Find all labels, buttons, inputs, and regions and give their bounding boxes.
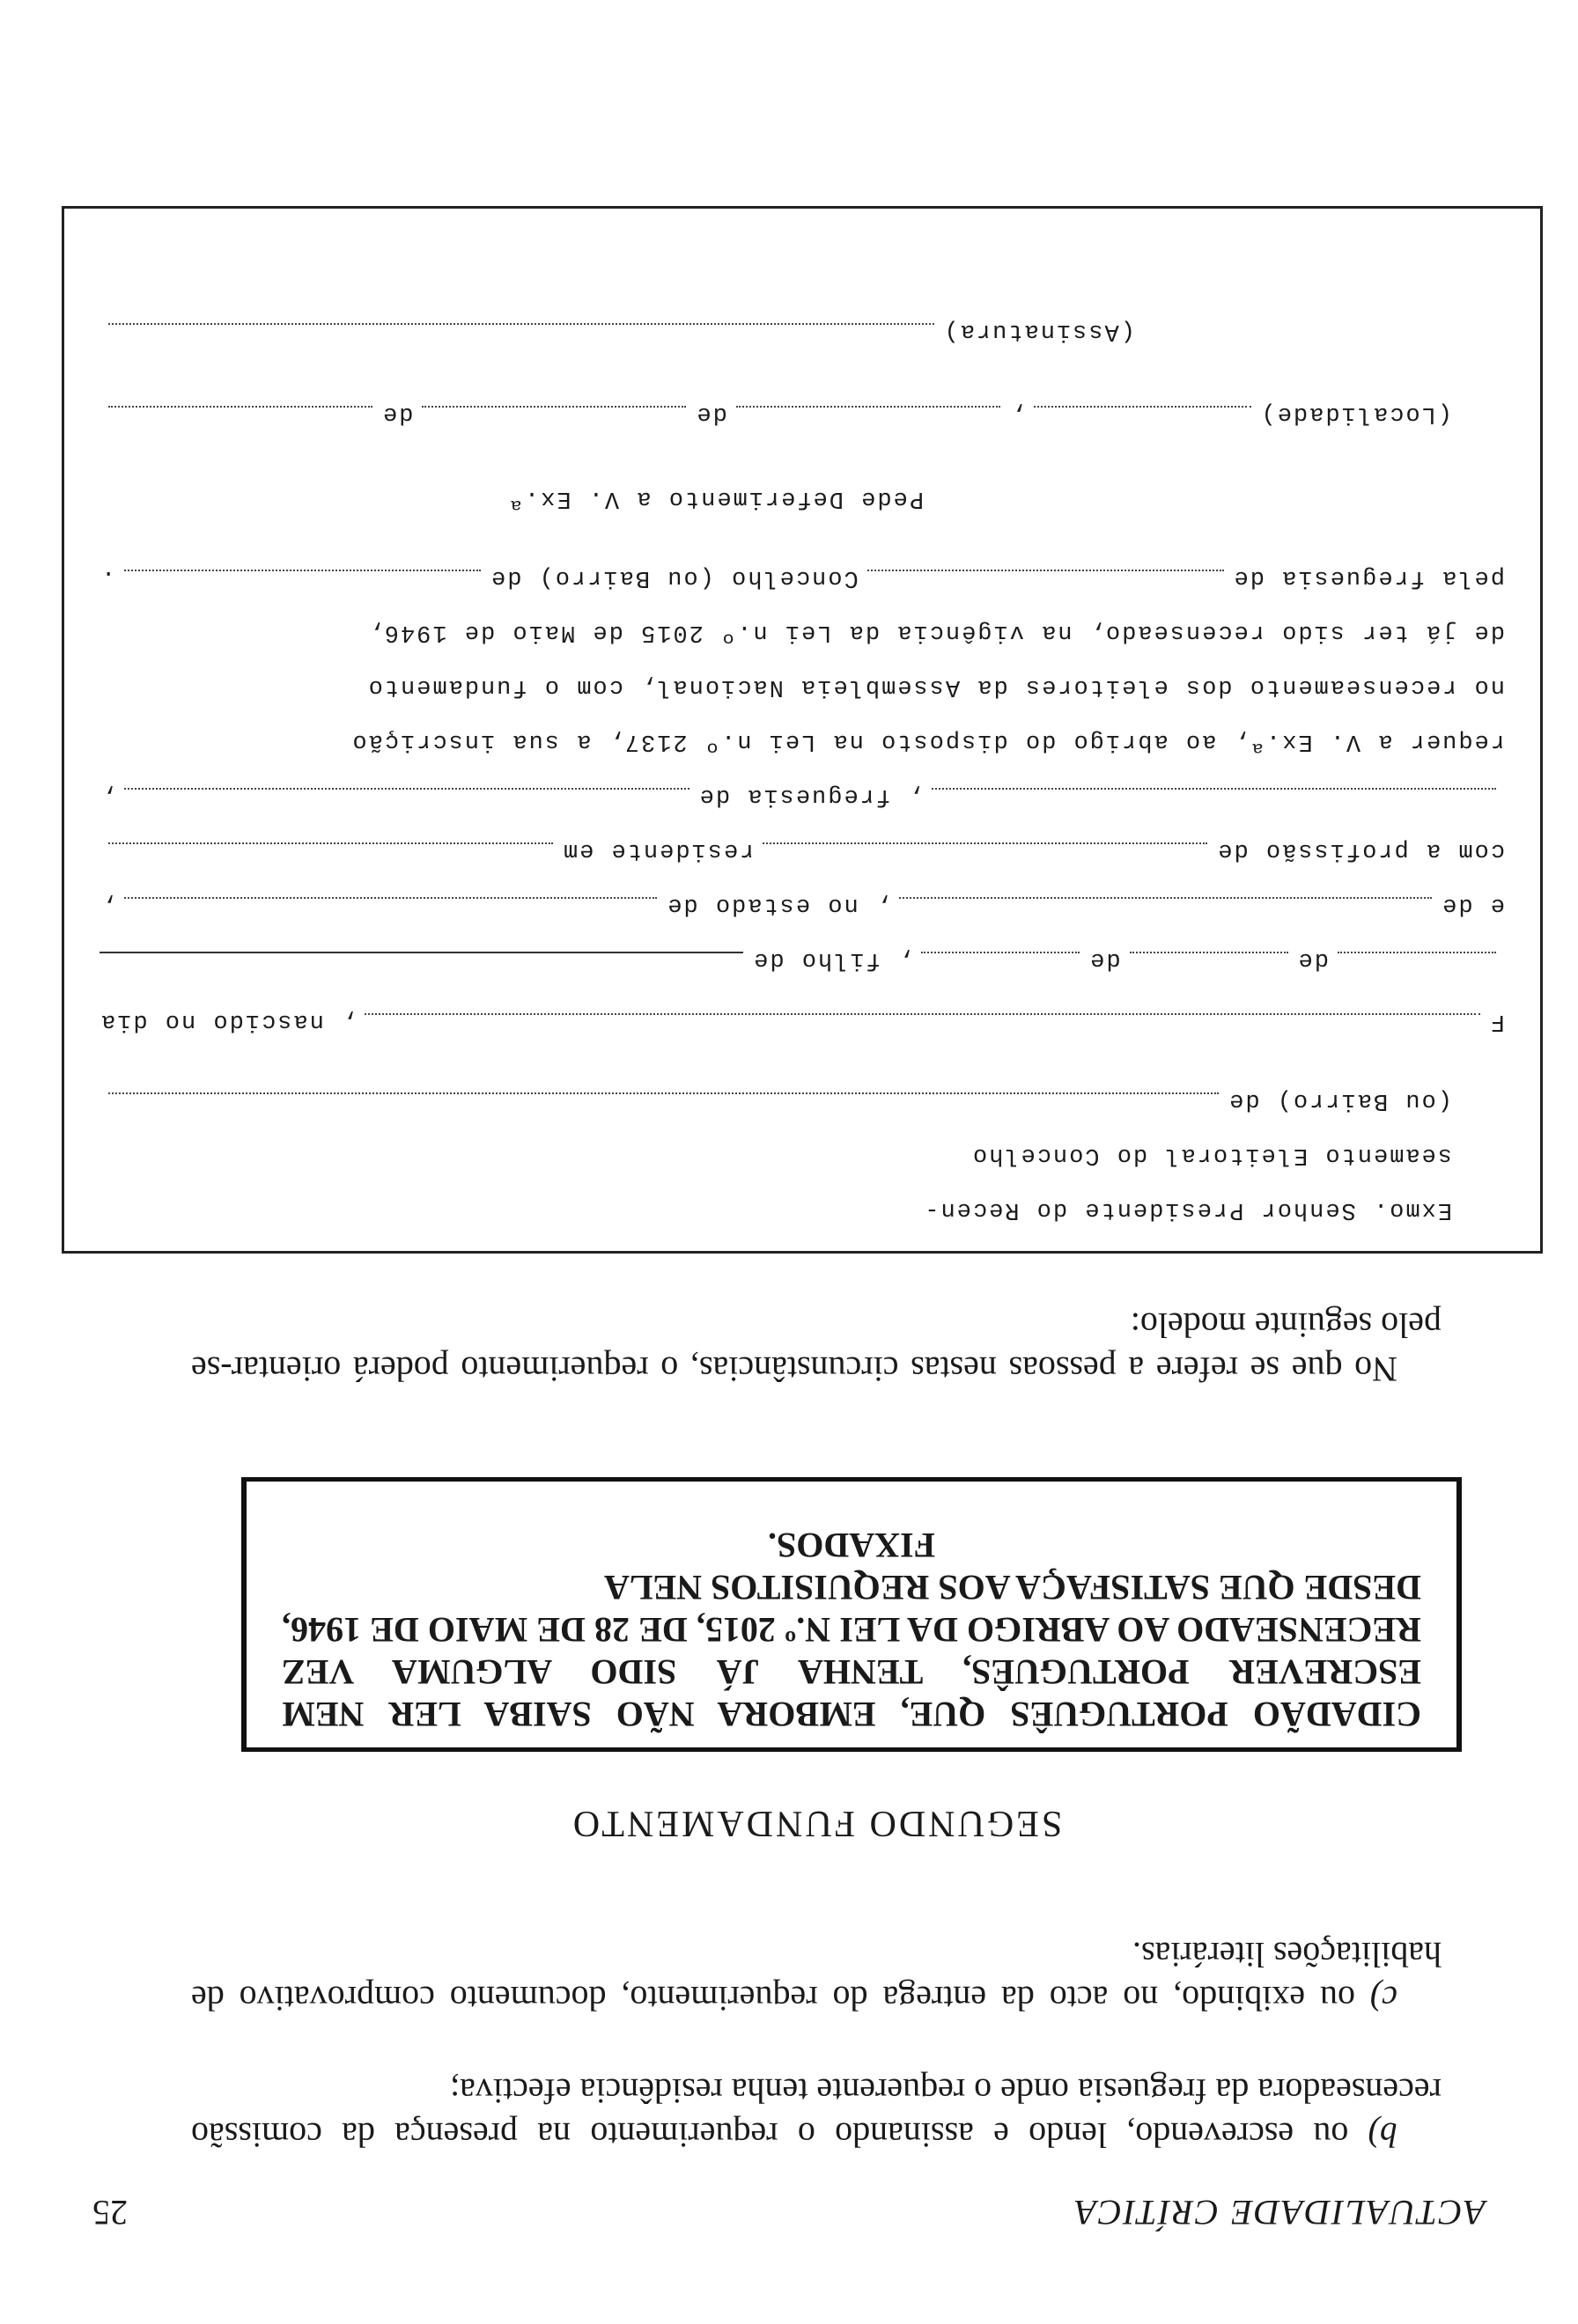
request-closing: Pede Deferimento a V. Ex.ª: [506, 485, 924, 511]
blank-field: [1130, 952, 1288, 954]
blank-field: [124, 897, 657, 900]
form-line-15: [100, 318, 1135, 353]
blank-field: [932, 788, 1496, 791]
notice-last-line: FIXADOS.: [767, 1526, 936, 1565]
blank-field: [736, 406, 1000, 408]
form-line-10: no recenseamento dos eleitores da Assembleia Nacional, com o fundamento: [366, 673, 1505, 700]
blank-field: [124, 570, 481, 572]
blank-field: [921, 952, 1080, 954]
intro-text: No que se refere a pessoas nestas circunstâncias, o requerimento poderá orientar-se pelo seguinte modelo:: [191, 1305, 1442, 1389]
notice-box: [241, 1477, 1462, 1752]
requirement-form-model: [62, 206, 1543, 1254]
item-marker-c: c): [1369, 1979, 1397, 2019]
signature-label: (Assinatura): [942, 318, 1135, 344]
section-title: SEGUNDO FUNDAMENTO: [570, 1803, 1063, 1843]
form-line-5: de de , filho de: [100, 946, 1505, 982]
form-line-4: F , nascido no dia: [100, 1008, 1505, 1034]
journal-title: ACTUALIDADE CRÍTICA: [1073, 2193, 1486, 2232]
form-line-13: [100, 485, 924, 520]
paragraph-c: [191, 1932, 1442, 2020]
blank-field: [763, 842, 1207, 845]
form-line-11: de já ter sido recenseado, na vigência da Lei n.º 2015 de Maio de 1946,: [366, 619, 1505, 645]
form-line-3: (ou Bairro) de: [100, 1087, 1452, 1122]
notice-text: CIDADÃO PORTUGUÊS QUE, EMBORA NÃO SAIBA LER NEM ESCREVER PORTUGUÊS, TENHA JÁ SIDO ALGUMA VEZ RECENSEADO AO ABRIGO DA LEI N.º 2015, DE 28 DE MAIO DE 1946, DESDE QUE SATISFAÇA AOS REQUISITOS NELA: [282, 1568, 1421, 1734]
blank-field: [867, 570, 1224, 572]
page-number: 25: [92, 2193, 128, 2232]
locality-label: (Localidade): [1259, 401, 1452, 427]
item-marker-b: b): [1368, 2115, 1397, 2155]
name-initial: F: [1488, 1008, 1505, 1034]
form-line-2: seamento Eleitoral do Concelho: [970, 1142, 1452, 1168]
blank-field: [124, 788, 689, 791]
form-line-1: [100, 1196, 1452, 1232]
intro-paragraph: [191, 1303, 1442, 1391]
form-line-12: pela freguesia de Concelho (ou Bairro) de .: [99, 564, 1505, 591]
blank-field: [365, 1013, 1480, 1016]
blank-field: [108, 406, 372, 408]
page-header: [92, 2192, 1486, 2245]
form-line-14: (Localidade) , de de: [100, 401, 1452, 436]
blank-field: [1034, 406, 1251, 408]
paragraph-b-text: ou escrevendo, lendo e assinando o requerimento na presença da comissão recenseadora da freguesia onde o requerente tenha residência efectiva;: [190, 2071, 1442, 2155]
form-line-7: com a profissão de residente em: [100, 837, 1505, 872]
form-salutation: Exmo. Senhor Presidente do Recen-: [923, 1196, 1452, 1223]
blank-field: [100, 952, 743, 954]
signature-field: [108, 323, 934, 326]
blank-field: [1338, 952, 1496, 954]
form-line-9: requer a V. Ex.ª, ao abrigo do disposto na Lei n.º 2137, a sua inscrição: [350, 728, 1505, 754]
blank-field: [422, 406, 686, 408]
paragraph-c-text: ou exibindo, no acto da entrega do requerimento, documento comprovativo de habilitações literárias.: [191, 1935, 1442, 2019]
paragraph-b: [191, 2069, 1442, 2157]
blank-field: [899, 897, 1432, 900]
blank-field: [108, 842, 553, 845]
blank-field: [108, 1092, 1219, 1095]
form-line-6: e de , no estado de ,: [99, 892, 1505, 918]
form-line-8: , freguesia de ,: [100, 783, 1505, 818]
